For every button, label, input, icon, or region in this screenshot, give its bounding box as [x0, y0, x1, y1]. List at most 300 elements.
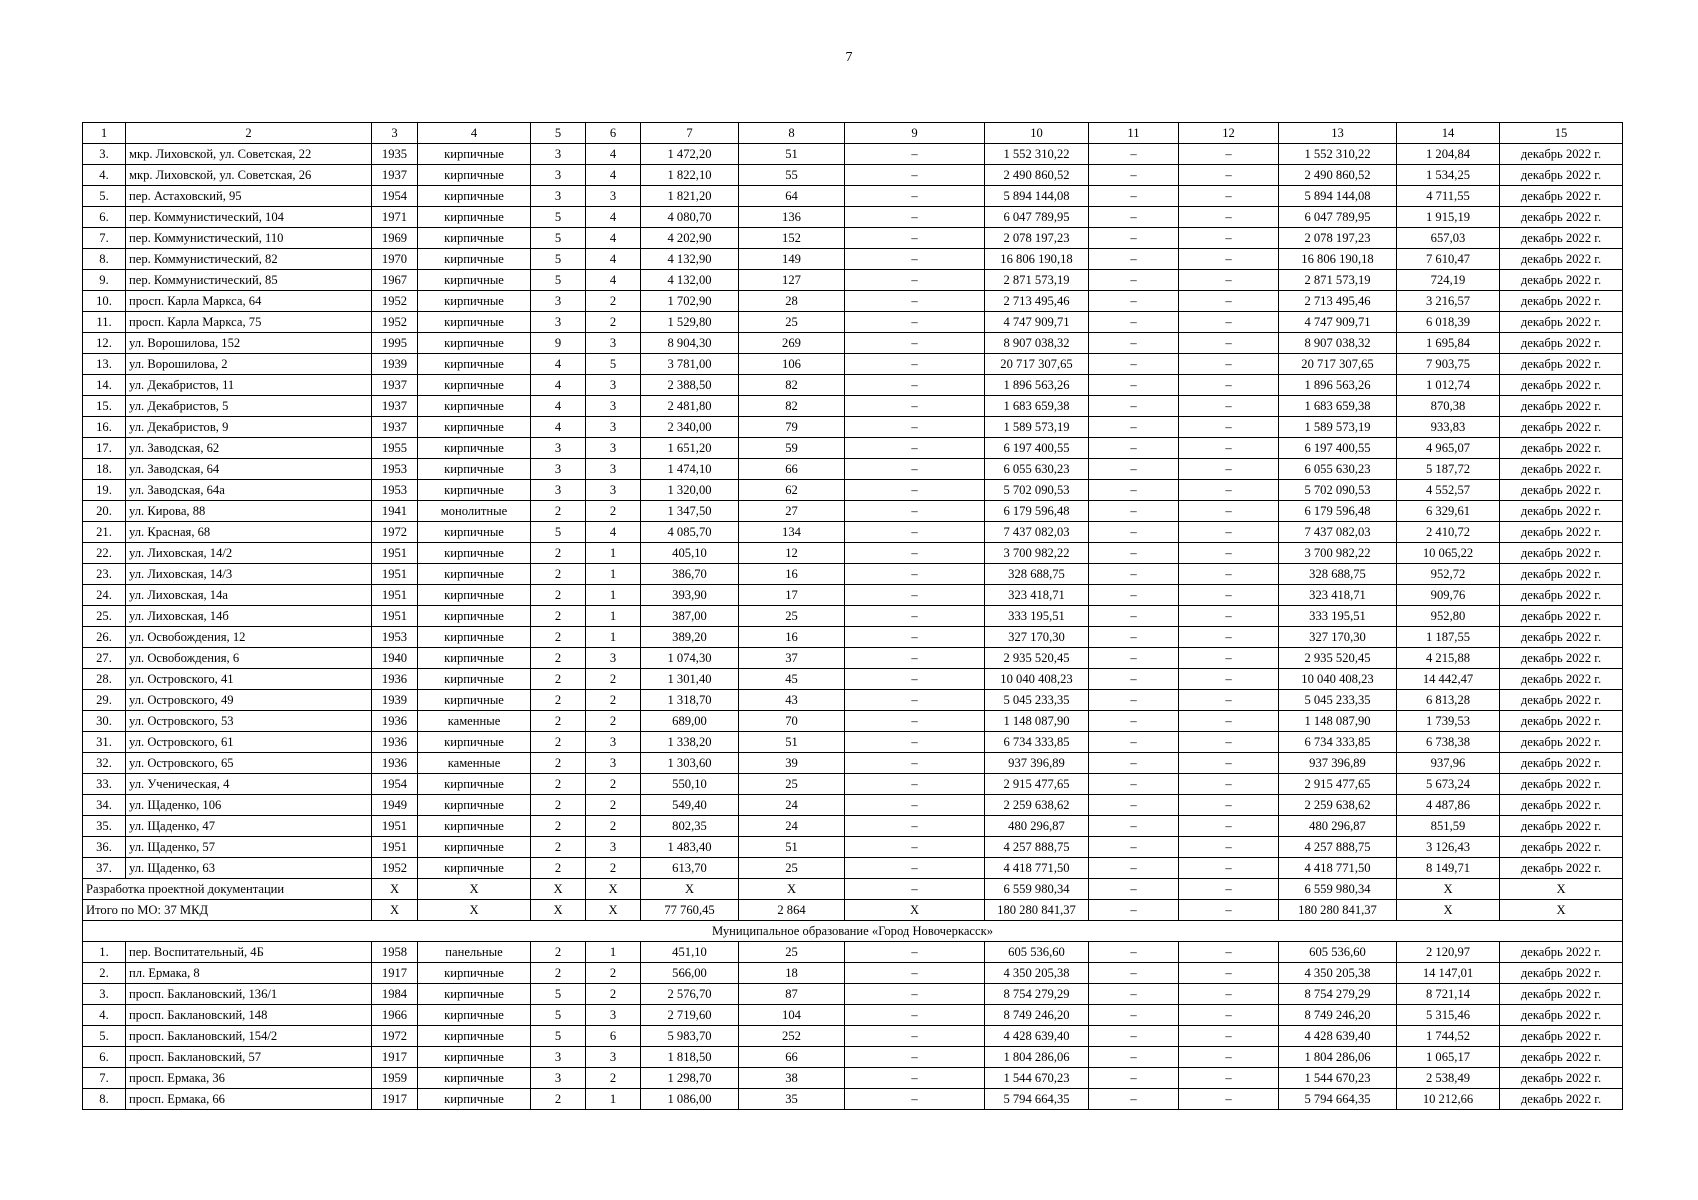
table-cell: – — [1089, 963, 1179, 984]
table-cell: 1 818,50 — [641, 1047, 739, 1068]
column-header: 11 — [1089, 123, 1179, 144]
table-row — [83, 186, 1623, 207]
table-cell: 79 — [739, 417, 845, 438]
table-cell: декабрь 2022 г. — [1500, 354, 1623, 375]
table-cell: просп. Карла Маркса, 64 — [126, 291, 372, 312]
summary-label: Разработка проектной документации — [83, 879, 372, 900]
table-row — [83, 144, 1623, 165]
table-cell: 25 — [739, 312, 845, 333]
table-cell: 3 216,57 — [1397, 291, 1500, 312]
table-cell: – — [1089, 627, 1179, 648]
table-cell: 1951 — [372, 585, 418, 606]
table-cell: 1972 — [372, 522, 418, 543]
table-cell: – — [1089, 396, 1179, 417]
table-cell: – — [1089, 900, 1179, 921]
table-cell: 2 — [531, 585, 586, 606]
section-title: Муниципальное образование «Город Новочеркасск» — [83, 921, 1623, 942]
table-cell: 269 — [739, 333, 845, 354]
table-cell: – — [1179, 291, 1279, 312]
table-cell: 2 719,60 — [641, 1005, 739, 1026]
table-cell: – — [845, 879, 985, 900]
table-cell: 3 — [586, 837, 641, 858]
table-cell: 2 — [531, 669, 586, 690]
table-cell: 23. — [83, 564, 126, 585]
table-cell: 5 — [531, 228, 586, 249]
table-cell: 1 — [586, 942, 641, 963]
table-cell: 2 — [531, 942, 586, 963]
table-cell: – — [845, 1005, 985, 1026]
table-cell: 1 — [586, 585, 641, 606]
table-cell: 2 481,80 — [641, 396, 739, 417]
table-cell: – — [1089, 375, 1179, 396]
table-row — [83, 669, 1623, 690]
table-row — [83, 354, 1623, 375]
table-cell: – — [1089, 606, 1179, 627]
table-cell: – — [1179, 1005, 1279, 1026]
table-cell: – — [845, 354, 985, 375]
table-cell: декабрь 2022 г. — [1500, 333, 1623, 354]
table-cell: X — [418, 900, 531, 921]
table-cell: кирпичные — [418, 333, 531, 354]
table-cell: 937 396,89 — [985, 753, 1089, 774]
table-cell: 134 — [739, 522, 845, 543]
table-cell: 4 — [531, 354, 586, 375]
table-cell: 1 347,50 — [641, 501, 739, 522]
table-cell: кирпичные — [418, 564, 531, 585]
table-cell: пер. Воспитательный, 4Б — [126, 942, 372, 963]
table-cell: 5 894 144,08 — [1279, 186, 1397, 207]
table-cell: 6. — [83, 207, 126, 228]
table-cell: 21. — [83, 522, 126, 543]
table-cell: 35 — [739, 1089, 845, 1110]
column-header: 2 — [126, 123, 372, 144]
table-row — [83, 396, 1623, 417]
table-cell: 5 — [531, 1026, 586, 1047]
table-cell: декабрь 2022 г. — [1500, 837, 1623, 858]
table-cell: кирпичные — [418, 312, 531, 333]
table-cell: 4 202,90 — [641, 228, 739, 249]
table-cell: – — [1179, 270, 1279, 291]
table-cell: – — [1089, 312, 1179, 333]
table-cell: 1936 — [372, 732, 418, 753]
table-cell: 6 055 630,23 — [1279, 459, 1397, 480]
table-cell: – — [845, 606, 985, 627]
table-cell: 1 915,19 — [1397, 207, 1500, 228]
table-cell: 2 — [586, 690, 641, 711]
table-cell: – — [1179, 543, 1279, 564]
table-cell: – — [1089, 1068, 1179, 1089]
table-cell: 1 544 670,23 — [1279, 1068, 1397, 1089]
table-cell: 4 487,86 — [1397, 795, 1500, 816]
table-cell: 1969 — [372, 228, 418, 249]
table-cell: 4 — [586, 522, 641, 543]
table-cell: 18 — [739, 963, 845, 984]
table-cell: 12 — [739, 543, 845, 564]
table-cell: панельные — [418, 942, 531, 963]
table-cell: – — [1179, 249, 1279, 270]
table-cell: – — [1089, 543, 1179, 564]
table-cell: мкр. Лиховской, ул. Советская, 22 — [126, 144, 372, 165]
table-cell: 2 — [531, 648, 586, 669]
table-cell: – — [845, 732, 985, 753]
table-cell: декабрь 2022 г. — [1500, 270, 1623, 291]
table-cell: 1 298,70 — [641, 1068, 739, 1089]
table-cell: 66 — [739, 459, 845, 480]
table-cell: кирпичные — [418, 543, 531, 564]
column-header: 13 — [1279, 123, 1397, 144]
table-cell: кирпичные — [418, 858, 531, 879]
column-header: 12 — [1179, 123, 1279, 144]
table-cell: декабрь 2022 г. — [1500, 459, 1623, 480]
table-cell: 1 552 310,22 — [985, 144, 1089, 165]
table-cell: декабрь 2022 г. — [1500, 186, 1623, 207]
table-cell: 1 744,52 — [1397, 1026, 1500, 1047]
table-cell: 2 — [531, 564, 586, 585]
table-cell: 323 418,71 — [1279, 585, 1397, 606]
table-cell: 5 — [531, 984, 586, 1005]
table-cell: 59 — [739, 438, 845, 459]
table-cell: 3 — [531, 144, 586, 165]
table-cell: кирпичные — [418, 165, 531, 186]
table-cell: 5 983,70 — [641, 1026, 739, 1047]
table-cell: 937 396,89 — [1279, 753, 1397, 774]
table-cell: – — [1089, 690, 1179, 711]
table-cell: 35. — [83, 816, 126, 837]
table-cell: 689,00 — [641, 711, 739, 732]
table-cell: декабрь 2022 г. — [1500, 1026, 1623, 1047]
table-cell: 2 864 — [739, 900, 845, 921]
table-row — [83, 963, 1623, 984]
table-cell: 4 965,07 — [1397, 438, 1500, 459]
table-cell: 4 428 639,40 — [1279, 1026, 1397, 1047]
table-cell: декабрь 2022 г. — [1500, 606, 1623, 627]
table-cell: 1 086,00 — [641, 1089, 739, 1110]
table-cell: 1966 — [372, 1005, 418, 1026]
table-cell: кирпичные — [418, 1068, 531, 1089]
table-cell: 405,10 — [641, 543, 739, 564]
table-row — [83, 1026, 1623, 1047]
table-cell: 1952 — [372, 291, 418, 312]
table-cell: 1972 — [372, 1026, 418, 1047]
table-cell: 6 734 333,85 — [1279, 732, 1397, 753]
table-cell: ул. Островского, 49 — [126, 690, 372, 711]
table-cell: 10 040 408,23 — [985, 669, 1089, 690]
table-cell: 451,10 — [641, 942, 739, 963]
summary-label: Итого по МО: 37 МКД — [83, 900, 372, 921]
table-cell: – — [845, 1026, 985, 1047]
table-cell: – — [1089, 648, 1179, 669]
table-cell: X — [1397, 879, 1500, 900]
table-cell: 39 — [739, 753, 845, 774]
table-cell: 3 — [586, 333, 641, 354]
table-cell: 2 490 860,52 — [1279, 165, 1397, 186]
table-cell: – — [1179, 669, 1279, 690]
table-cell: – — [1179, 417, 1279, 438]
table-cell: – — [845, 858, 985, 879]
table-cell: 605 536,60 — [1279, 942, 1397, 963]
table-cell: 19. — [83, 480, 126, 501]
table-cell: 7. — [83, 1068, 126, 1089]
table-row — [83, 1089, 1623, 1110]
buildings-registry-table — [82, 122, 1623, 1110]
table-cell: – — [845, 690, 985, 711]
table-cell: 25 — [739, 858, 845, 879]
table-cell: декабрь 2022 г. — [1500, 375, 1623, 396]
table-cell: – — [845, 585, 985, 606]
table-cell: 28 — [739, 291, 845, 312]
table-cell: 1953 — [372, 459, 418, 480]
table-cell: пер. Коммунистический, 85 — [126, 270, 372, 291]
table-cell: 26. — [83, 627, 126, 648]
table-cell: 3 700 982,22 — [1279, 543, 1397, 564]
table-cell: декабрь 2022 г. — [1500, 249, 1623, 270]
table-cell: 2 — [586, 858, 641, 879]
table-cell: – — [1089, 564, 1179, 585]
table-cell: 1 739,53 — [1397, 711, 1500, 732]
table-cell: 1937 — [372, 396, 418, 417]
table-cell: ул. Ученическая, 4 — [126, 774, 372, 795]
table-cell: – — [845, 249, 985, 270]
table-cell: – — [845, 1089, 985, 1110]
table-cell: – — [1089, 585, 1179, 606]
table-cell: – — [1179, 207, 1279, 228]
table-cell: просп. Баклановский, 57 — [126, 1047, 372, 1068]
table-cell: – — [1089, 879, 1179, 900]
table-cell: 2 — [531, 837, 586, 858]
table-cell: 1 695,84 — [1397, 333, 1500, 354]
table-cell: 1 — [586, 606, 641, 627]
table-cell: ул. Щаденко, 106 — [126, 795, 372, 816]
table-cell: пер. Коммунистический, 82 — [126, 249, 372, 270]
table-cell: 333 195,51 — [1279, 606, 1397, 627]
table-row — [83, 501, 1623, 522]
table-cell: 952,80 — [1397, 606, 1500, 627]
table-cell: 3 — [586, 753, 641, 774]
table-cell: декабрь 2022 г. — [1500, 291, 1623, 312]
table-cell: декабрь 2022 г. — [1500, 417, 1623, 438]
table-cell: 8 754 279,29 — [985, 984, 1089, 1005]
table-cell: 2 490 860,52 — [985, 165, 1089, 186]
table-cell: – — [1089, 816, 1179, 837]
table-cell: – — [845, 501, 985, 522]
table-cell: декабрь 2022 г. — [1500, 732, 1623, 753]
column-header: 4 — [418, 123, 531, 144]
table-cell: – — [845, 753, 985, 774]
table-cell: декабрь 2022 г. — [1500, 585, 1623, 606]
table-cell: кирпичные — [418, 984, 531, 1005]
table-cell: 1936 — [372, 753, 418, 774]
table-cell: 2 — [531, 606, 586, 627]
table-cell: 4 350 205,38 — [1279, 963, 1397, 984]
table-cell: 127 — [739, 270, 845, 291]
table-cell: 1 683 659,38 — [985, 396, 1089, 417]
table-cell: 1995 — [372, 333, 418, 354]
table-row — [83, 459, 1623, 480]
table-cell: 1 474,10 — [641, 459, 739, 480]
table-cell: 3 — [586, 732, 641, 753]
table-cell: 45 — [739, 669, 845, 690]
table-cell: 66 — [739, 1047, 845, 1068]
table-cell: 2 — [586, 1068, 641, 1089]
table-cell: 4 428 639,40 — [985, 1026, 1089, 1047]
table-cell: 2 — [531, 543, 586, 564]
table-cell: 2 — [531, 858, 586, 879]
summary-row — [83, 879, 1623, 900]
table-cell: 3 — [531, 291, 586, 312]
table-cell: 2 — [586, 984, 641, 1005]
table-cell: 4 080,70 — [641, 207, 739, 228]
table-cell: 16 — [739, 564, 845, 585]
table-cell: 4 132,00 — [641, 270, 739, 291]
table-cell: декабрь 2022 г. — [1500, 669, 1623, 690]
table-cell: 2 935 520,45 — [1279, 648, 1397, 669]
column-header: 9 — [845, 123, 985, 144]
table-cell: 1 589 573,19 — [985, 417, 1089, 438]
table-cell: 1 — [586, 564, 641, 585]
table-cell: 16 — [739, 627, 845, 648]
table-cell: X — [372, 900, 418, 921]
table-cell: 1936 — [372, 669, 418, 690]
table-cell: 5 — [531, 270, 586, 291]
table-cell: 613,70 — [641, 858, 739, 879]
table-cell: 1 — [586, 627, 641, 648]
table-cell: 2 388,50 — [641, 375, 739, 396]
table-cell: декабрь 2022 г. — [1500, 795, 1623, 816]
table-cell: 1 529,80 — [641, 312, 739, 333]
table-cell: 2 078 197,23 — [1279, 228, 1397, 249]
table-cell: – — [1089, 165, 1179, 186]
table-cell: 2 — [531, 753, 586, 774]
table-cell: – — [845, 270, 985, 291]
table-cell: ул. Лиховская, 14/3 — [126, 564, 372, 585]
table-cell: 5 — [586, 354, 641, 375]
table-cell: 4. — [83, 165, 126, 186]
table-row — [83, 774, 1623, 795]
table-cell: декабрь 2022 г. — [1500, 1068, 1623, 1089]
table-cell: – — [845, 480, 985, 501]
table-cell: – — [845, 564, 985, 585]
table-cell: 1984 — [372, 984, 418, 1005]
table-cell: декабрь 2022 г. — [1500, 648, 1623, 669]
table-cell: 32. — [83, 753, 126, 774]
table-cell: 3 — [531, 480, 586, 501]
table-cell: – — [845, 459, 985, 480]
table-cell: монолитные — [418, 501, 531, 522]
table-cell: – — [1089, 1026, 1179, 1047]
table-cell: – — [845, 711, 985, 732]
table-cell: 8. — [83, 249, 126, 270]
table-cell: декабрь 2022 г. — [1500, 627, 1623, 648]
table-cell: 7 437 082,03 — [1279, 522, 1397, 543]
table-cell: ул. Декабристов, 9 — [126, 417, 372, 438]
table-cell: ул. Заводская, 64 — [126, 459, 372, 480]
table-cell: ул. Декабристов, 5 — [126, 396, 372, 417]
table-cell: 1953 — [372, 627, 418, 648]
table-cell: 724,19 — [1397, 270, 1500, 291]
table-cell: 1917 — [372, 1089, 418, 1110]
table-cell: – — [1179, 333, 1279, 354]
table-cell: 4 — [531, 375, 586, 396]
table-cell: X — [531, 879, 586, 900]
table-cell: 657,03 — [1397, 228, 1500, 249]
table-cell: декабрь 2022 г. — [1500, 396, 1623, 417]
table-cell: 2 — [531, 774, 586, 795]
table-cell: декабрь 2022 г. — [1500, 942, 1623, 963]
table-cell: 5 894 144,08 — [985, 186, 1089, 207]
table-cell: 9. — [83, 270, 126, 291]
table-cell: 6 055 630,23 — [985, 459, 1089, 480]
table-cell: 20 717 307,65 — [1279, 354, 1397, 375]
table-cell: 1967 — [372, 270, 418, 291]
table-cell: 566,00 — [641, 963, 739, 984]
table-cell: – — [1089, 207, 1179, 228]
table-cell: 1 — [586, 1089, 641, 1110]
table-cell: 27 — [739, 501, 845, 522]
table-cell: ул. Щаденко, 57 — [126, 837, 372, 858]
table-cell: 5 702 090,53 — [1279, 480, 1397, 501]
table-cell: кирпичные — [418, 396, 531, 417]
table-cell: – — [1179, 858, 1279, 879]
table-cell: декабрь 2022 г. — [1500, 858, 1623, 879]
table-cell: 909,76 — [1397, 585, 1500, 606]
table-cell: 5 — [531, 522, 586, 543]
table-cell: ул. Островского, 53 — [126, 711, 372, 732]
table-cell: 1939 — [372, 354, 418, 375]
table-cell: 6 047 789,95 — [1279, 207, 1397, 228]
table-cell: – — [845, 522, 985, 543]
table-cell: кирпичные — [418, 480, 531, 501]
table-cell: – — [1179, 795, 1279, 816]
table-cell: 6 197 400,55 — [985, 438, 1089, 459]
table-cell: 2 — [586, 291, 641, 312]
table-cell: 3 700 982,22 — [985, 543, 1089, 564]
table-cell: – — [845, 438, 985, 459]
table-cell: 4 552,57 — [1397, 480, 1500, 501]
table-cell: – — [1179, 774, 1279, 795]
table-cell: ул. Освобождения, 12 — [126, 627, 372, 648]
table-cell: 3 — [586, 186, 641, 207]
table-cell: 2 — [586, 795, 641, 816]
table-cell: 5 — [531, 207, 586, 228]
table-cell: – — [1089, 186, 1179, 207]
table-cell: 1 544 670,23 — [985, 1068, 1089, 1089]
table-cell: – — [1179, 816, 1279, 837]
table-cell: X — [418, 879, 531, 900]
table-cell: кирпичные — [418, 249, 531, 270]
table-row — [83, 438, 1623, 459]
table-cell: кирпичные — [418, 207, 531, 228]
table-cell: – — [845, 543, 985, 564]
table-cell: 328 688,75 — [1279, 564, 1397, 585]
table-cell: 2 — [586, 774, 641, 795]
table-cell: – — [1179, 879, 1279, 900]
table-cell: 1 472,20 — [641, 144, 739, 165]
table-cell: 16 806 190,18 — [985, 249, 1089, 270]
table-row — [83, 627, 1623, 648]
table-cell: – — [1089, 480, 1179, 501]
table-cell: 3 — [586, 375, 641, 396]
table-cell: 43 — [739, 690, 845, 711]
table-row — [83, 1047, 1623, 1068]
table-cell: 1 148 087,90 — [985, 711, 1089, 732]
table-cell: 2 871 573,19 — [1279, 270, 1397, 291]
table-cell: – — [1179, 438, 1279, 459]
table-cell: 1 187,55 — [1397, 627, 1500, 648]
column-header: 3 — [372, 123, 418, 144]
table-cell: 77 760,45 — [641, 900, 739, 921]
table-row — [83, 333, 1623, 354]
table-cell: 2 120,97 — [1397, 942, 1500, 963]
